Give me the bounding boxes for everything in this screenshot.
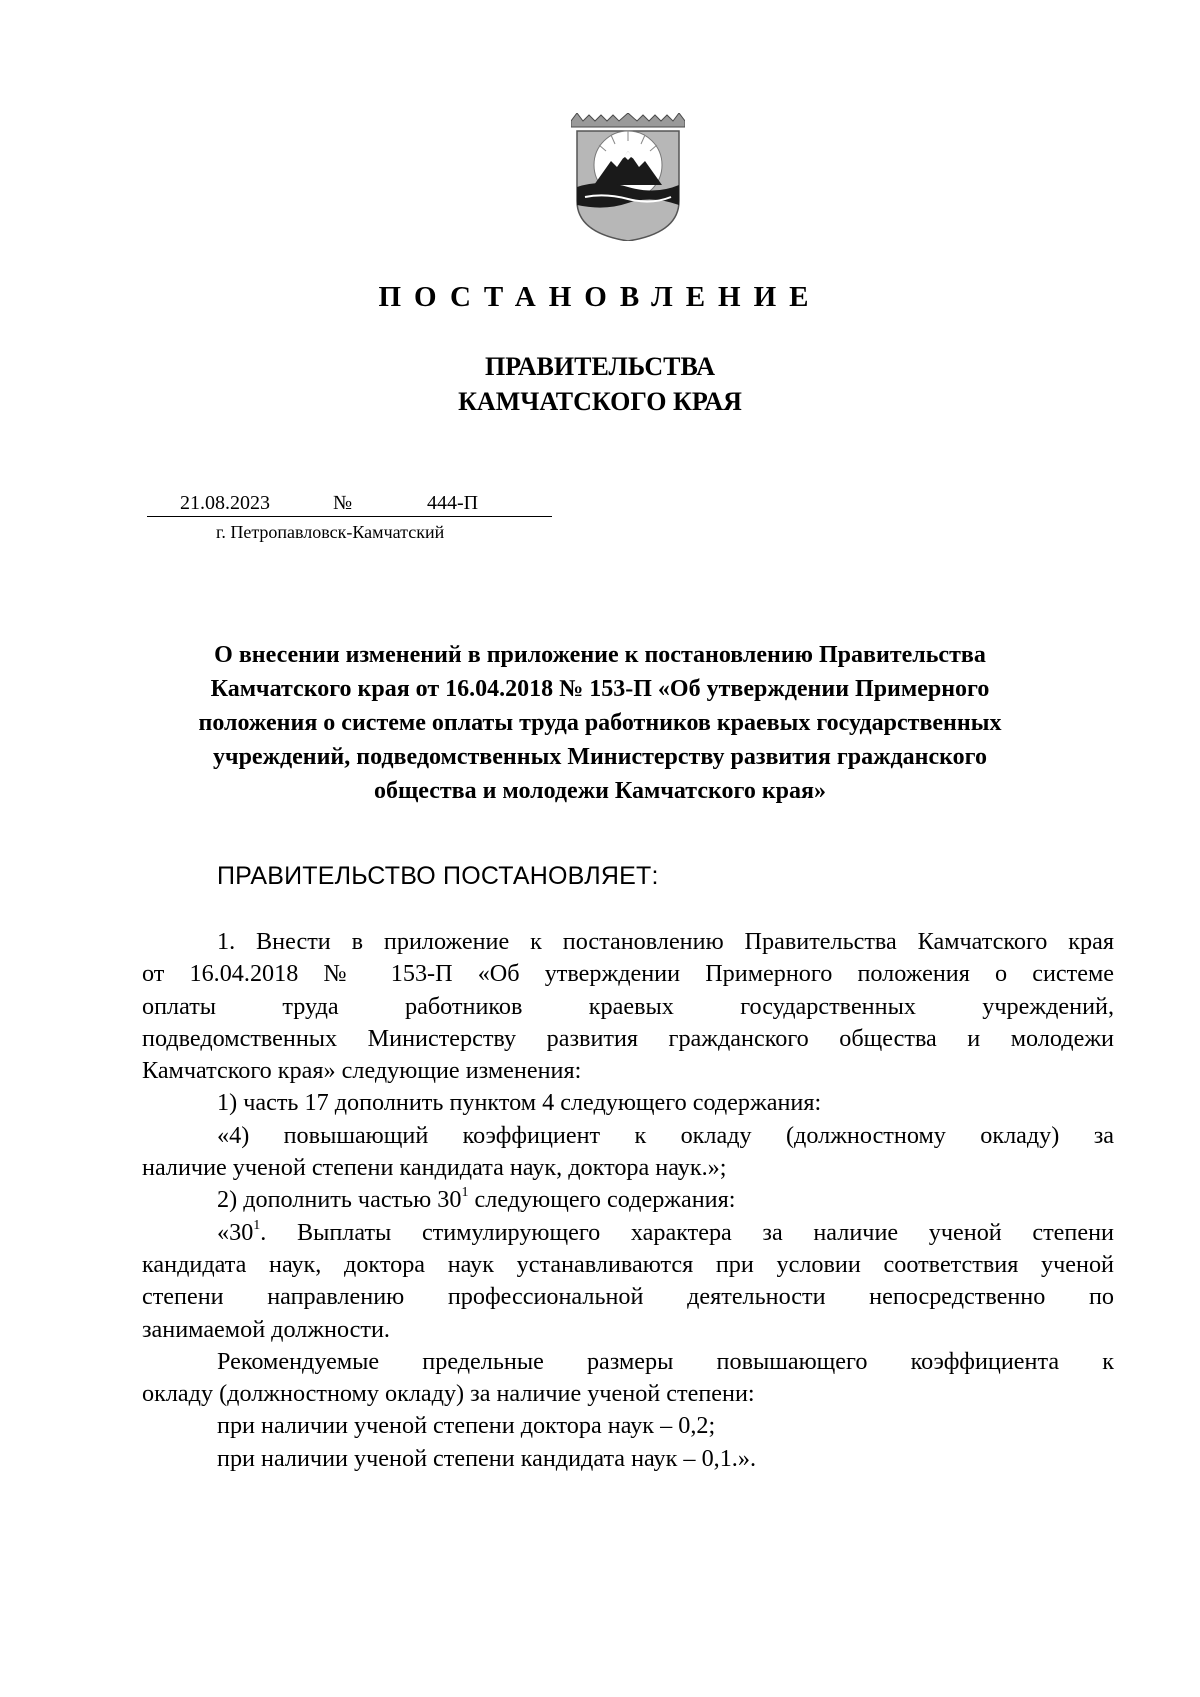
body-line: наличие ученой степени кандидата наук, доктора наук.»; (142, 1154, 727, 1182)
body-text-fragment: 2) дополнить частью 30 (217, 1186, 462, 1214)
body-line: 1) часть 17 дополнить пунктом 4 следующего содержания: (217, 1089, 822, 1117)
body-line: Камчатского края» следующие изменения: (142, 1057, 582, 1085)
subject-line: учреждений, подведомственных Министерству развития гражданского (213, 744, 987, 770)
kamchatka-coat-of-arms-icon (571, 113, 685, 241)
issuer-line-2: КАМЧАТСКОГО КРАЯ (458, 387, 742, 416)
registration-underline (147, 516, 552, 517)
document-number: 444-П (427, 492, 479, 514)
city-name: г. Петропавловск-Камчатский (216, 522, 445, 542)
body-line: занимаемой должности. (142, 1315, 390, 1343)
body-line: 1. Внести в приложение к постановлению Правительства Камчатского края (217, 928, 1114, 955)
body-line: при наличии ученой степени кандидата наук – 0,1.». (217, 1444, 756, 1472)
body-line: подведомственных Министерству развития гражданского общества и молодежи (142, 1024, 1114, 1052)
registration-row (147, 490, 552, 520)
body-line: кандидата наук, доктора наук устанавливаются при условии соответствия ученой (142, 1250, 1114, 1278)
body-line (142, 1217, 1114, 1249)
body-line (142, 1184, 1114, 1216)
body-text-fragment: «30 (217, 1218, 254, 1246)
issuer-line-1: ПРАВИТЕЛЬСТВА (485, 352, 715, 381)
subject-line: О внесении изменений в приложение к постановлению Правительства (214, 642, 986, 668)
subject-line: Камчатского края от 16.04.2018 № 153-П «Об утверждении Примерного (210, 676, 990, 702)
body-line: при наличии ученой степени доктора наук – 0,2; (217, 1412, 716, 1440)
resolution-heading: ПРАВИТЕЛЬСТВО ПОСТАНОВЛЯЕТ: (217, 862, 659, 890)
body-line: Рекомендуемые предельные размеры повышающего коэффициента к (217, 1347, 1114, 1375)
body-line: «4) повышающий коэффициент к окладу (должностному окладу) за (217, 1121, 1114, 1149)
document-body (142, 926, 1114, 1475)
superscript: 1 (461, 1185, 469, 1201)
document-date: 21.08.2023 (180, 492, 270, 514)
subject-line: общества и молодежи Камчатского края» (373, 778, 826, 804)
number-sign: № (333, 492, 353, 514)
body-text-fragment: следующего содержания: (468, 1186, 736, 1214)
body-line: от 16.04.2018 № 153-П «Об утверждении Примерного положения о системе (142, 960, 1114, 988)
body-line: оплаты труда работников краевых государственных учреждений, (142, 992, 1114, 1020)
document-subject (120, 638, 1080, 808)
body-line: степени направлению профессиональной деятельности непосредственно по (142, 1283, 1114, 1311)
body-line: окладу (должностному окладу) за наличие ученой степени: (142, 1380, 755, 1408)
superscript: 1 (253, 1217, 261, 1233)
document-type-title: ПОСТАНОВЛЕНИЕ (378, 281, 822, 313)
body-text-fragment: . Выплаты стимулирующего характера за наличие ученой степени (260, 1218, 1114, 1246)
subject-line: положения о системе оплаты труда работников краевых государственных (198, 710, 1002, 736)
